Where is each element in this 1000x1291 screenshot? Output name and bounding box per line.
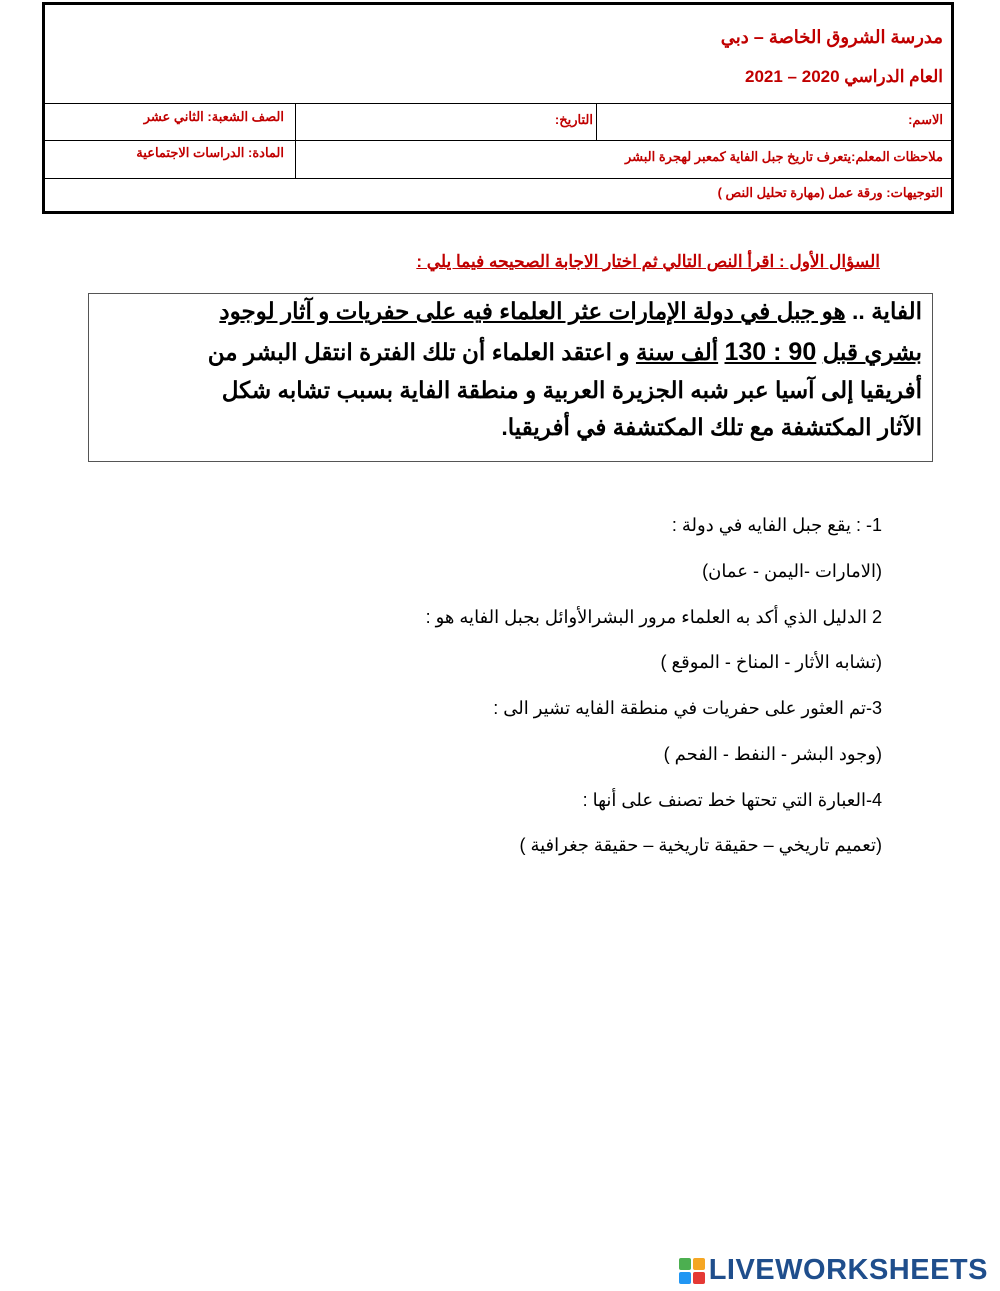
question-4: 4-العبارة التي تحتها خط تصنف على أنها : — [582, 790, 882, 810]
grade-label: الصف الشعبة: الثاني عشر — [143, 109, 284, 124]
question-2: 2 الدليل الذي أكد به العلماء مرور البشرالأوائل بجبل الفايه هو : — [425, 607, 882, 627]
question-3: 3-تم العثور على حفريات في منطقة الفايه تشير الى : — [493, 698, 882, 718]
liveworksheets-logo — [679, 1254, 988, 1287]
logo-square — [679, 1272, 691, 1284]
header-divider — [45, 103, 951, 104]
passage-line — [208, 338, 922, 367]
passage-underlined-text: هو جبل في دولة الإمارات عثر العلماء فيه على حفريات و آثار لوجود — [219, 298, 846, 324]
question-1: 1- : يقع جبل الفايه في دولة : — [671, 515, 882, 535]
date-label: التاريخ: — [554, 112, 593, 127]
academic-year: العام الدراسي 2020 – 2021 — [745, 67, 943, 86]
question-3-choices[interactable]: (وجود البشر - النفط - الفحم ) — [663, 744, 882, 764]
passage-line: أفريقيا إلى آسيا عبر شبه الجزيرة العربية و منطقة الفاية بسبب تشابه شكل — [221, 377, 922, 403]
name-label: الاسم: — [908, 112, 943, 127]
passage-line: الآثار المكتشفة مع تلك المكتشفة في أفريقيا. — [501, 414, 922, 440]
header-divider — [45, 178, 951, 179]
passage-line — [219, 298, 922, 325]
subject-label: المادة: الدراسات الاجتماعية — [136, 145, 284, 160]
header-box — [42, 2, 954, 214]
question-1-choices[interactable]: (الامارات -اليمن - عمان) — [702, 561, 882, 581]
passage-number: 130 : 90 — [724, 338, 817, 366]
school-name: مدرسة الشروق الخاصة – دبي — [720, 27, 943, 47]
header-divider — [596, 103, 597, 140]
question-title: السؤال الأول : اقرأ النص التالي ثم اختار الاجابة الصحيحه فيما يلي : — [416, 252, 880, 271]
passage-underlined-text: ألف سنة — [635, 339, 719, 365]
header-divider — [45, 140, 951, 141]
passage-text: الفاية .. — [852, 298, 922, 324]
logo-square — [679, 1258, 691, 1270]
logo-square — [693, 1272, 705, 1284]
question-4-choices[interactable]: (تعميم تاريخي – حقيقة تاريخية – حقيقة جغرافية ) — [519, 835, 882, 855]
passage-text: و اعتقد العلماء أن تلك الفترة انتقل البشر من — [207, 339, 630, 365]
question-2-choices[interactable]: (تشابه الأثار - المناخ - الموقع ) — [660, 652, 882, 672]
logo-square — [693, 1258, 705, 1270]
passage-underlined-text: بشري قبل — [822, 339, 922, 365]
logo-text: LIVEWORKSHEETS — [708, 1254, 988, 1286]
instructions: التوجيهات: ورقة عمل (مهارة تحليل النص ) — [717, 185, 943, 200]
passage-box — [88, 293, 933, 462]
logo-mark-icon — [679, 1258, 705, 1284]
teacher-notes: ملاحظات المعلم:يتعرف تاريخ جبل الفاية كمعبر لهجرة البشر — [624, 149, 943, 164]
